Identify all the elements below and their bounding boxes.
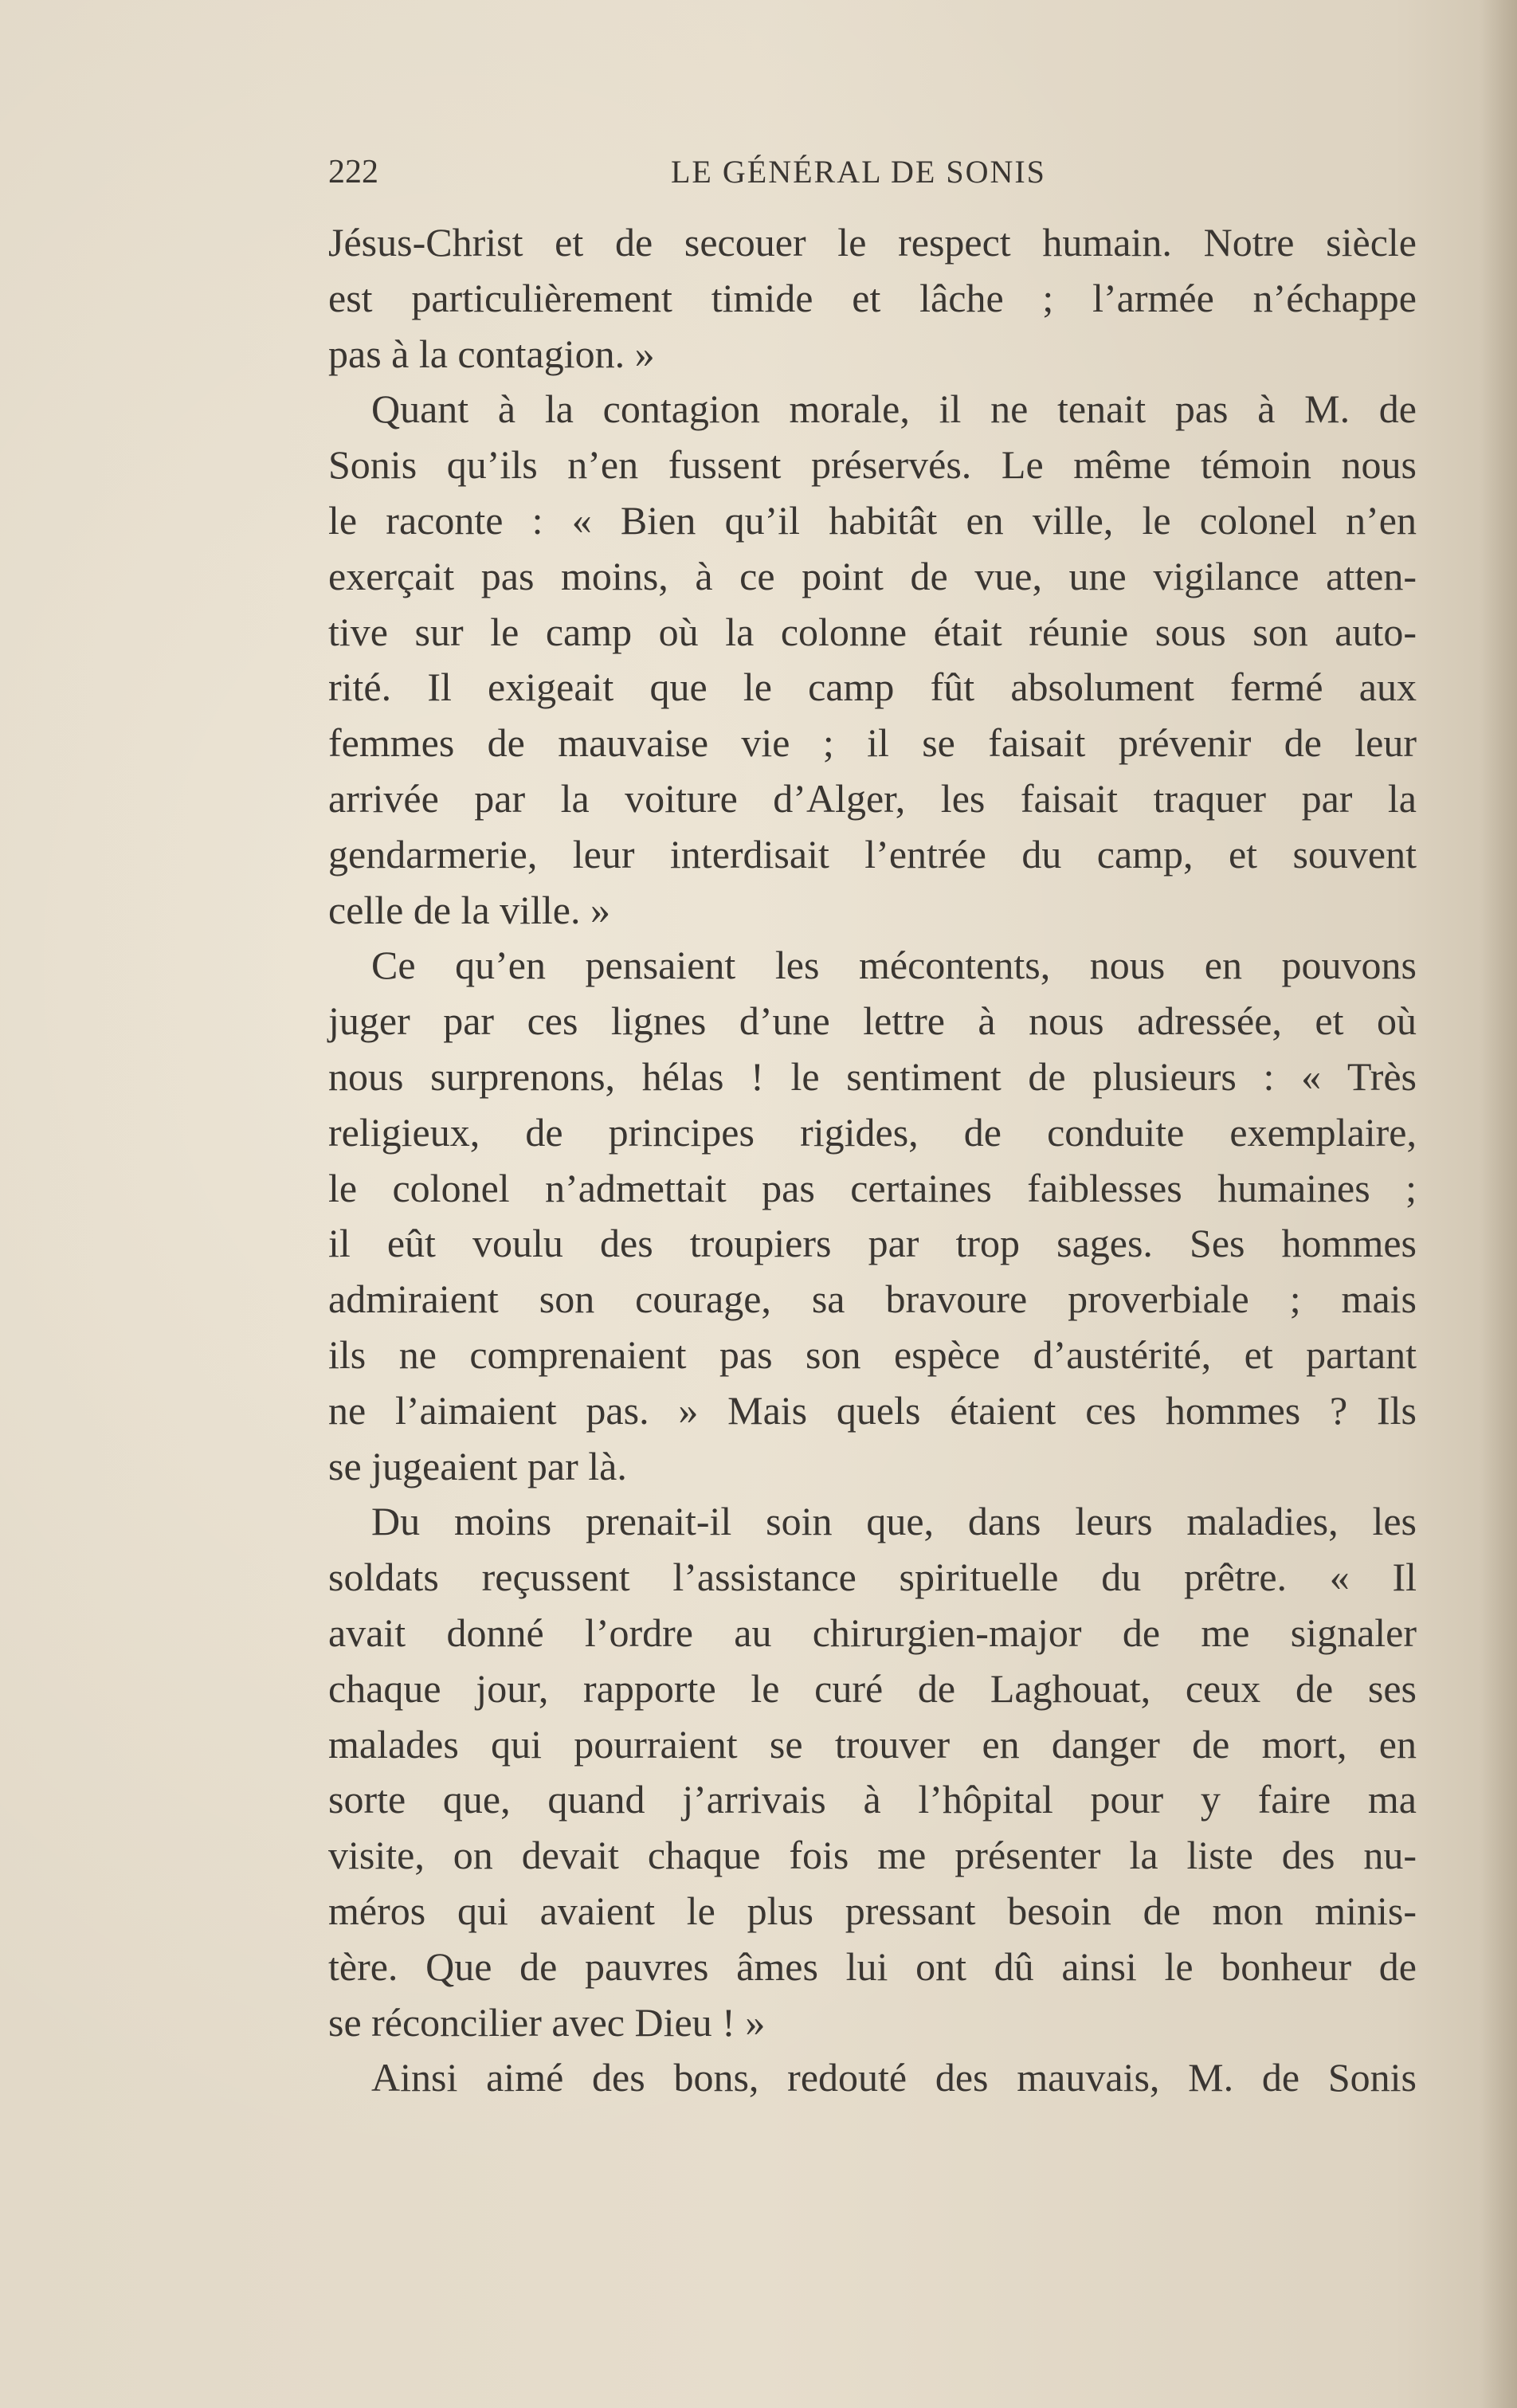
text-line: malades qui pourraient se trouver en danger de mort, en [328,1721,1417,1767]
text-line: il eût voulu des troupiers par trop sages. Ses hommes [328,1221,1417,1266]
text-line: tive sur le camp où la colonne était réunie sous son auto- [328,609,1417,654]
text-line: femmes de mauvaise vie ; il se faisait prévenir de leur [328,720,1417,766]
text-line: Ainsi aimé des bons, redouté des mauvais, M. de Sonis [371,2055,1417,2100]
text-line: se réconcilier avec Dieu ! » [328,1999,766,2045]
text-line: Ce qu’en pensaient les mécontents, nous en pouvons [371,943,1417,988]
body-text [328,215,1417,2106]
text-line: est particulièrement timide et lâche ; l’armée n’échappe [328,275,1417,320]
text-line: Quant à la contagion morale, il ne tenait pas à M. de [371,386,1417,432]
text-line: Jésus-Christ et de secouer le respect humain. Notre siècle [328,220,1417,265]
text-line: ils ne comprenaient pas son espèce d’austérité, et partant [328,1331,1417,1377]
text-line: visite, on devait chaque fois me présenter la liste des nu- [328,1833,1417,1878]
text-line: pas à la contagion. » [328,331,655,376]
text-line: juger par ces lignes d’une lettre à nous adressée, et où [328,998,1417,1044]
text-line: gendarmerie, leur interdisait l’entrée du camp, et souvent [328,831,1417,877]
page-edge-shadow [1480,0,1517,2408]
text-line: admiraient son courage, sa bravoure proverbiale ; mais [328,1277,1417,1322]
page-header [328,140,1428,204]
text-line: avait donné l’ordre au chirurgien-major de me signaler [328,1610,1417,1655]
page-number: 222 [328,154,378,190]
text-line: méros qui avaient le plus pressant besoin de mon minis- [328,1888,1417,1933]
text-line: religieux, de principes rigides, de conduite exemplaire, [328,1109,1417,1155]
text-line: tère. Que de pauvres âmes lui ont dû ainsi le bonheur de [328,1943,1417,1989]
text-line: soldats reçussent l’assistance spirituelle du prêtre. « Il [328,1555,1417,1600]
text-line: arrivée par la voiture d’Alger, les faisait traquer par la [328,775,1417,821]
text-line: nous surprenons, hélas ! le sentiment de plusieurs : « Très [328,1053,1417,1099]
text-line: exerçait pas moins, à ce point de vue, une vigilance atten- [328,553,1417,598]
text-line: sorte que, quand j’arrivais à l’hôpital pour y faire ma [328,1777,1417,1822]
text-line: ne l’aimaient pas. » Mais quels étaient ces hommes ? Ils [328,1387,1417,1433]
text-line: le colonel n’admettait pas certaines faiblesses humaines ; [328,1165,1417,1210]
text-line: chaque jour, rapporte le curé de Laghouat, ceux de ses [328,1665,1417,1711]
text-line: se jugeaient par là. [328,1443,627,1488]
running-title: LE GÉNÉRAL DE SONIS [671,154,1046,190]
text-line: le raconte : « Bien qu’il habitât en ville, le colonel n’en [328,497,1417,543]
text-line: celle de la ville. » [328,887,611,932]
text-line: Du moins prenait-il soin que, dans leurs maladies, les [371,1499,1417,1544]
text-line: rité. Il exigeait que le camp fût absolument fermé aux [328,665,1417,710]
text-line: Sonis qu’ils n’en fussent préservés. Le même témoin nous [328,442,1417,488]
